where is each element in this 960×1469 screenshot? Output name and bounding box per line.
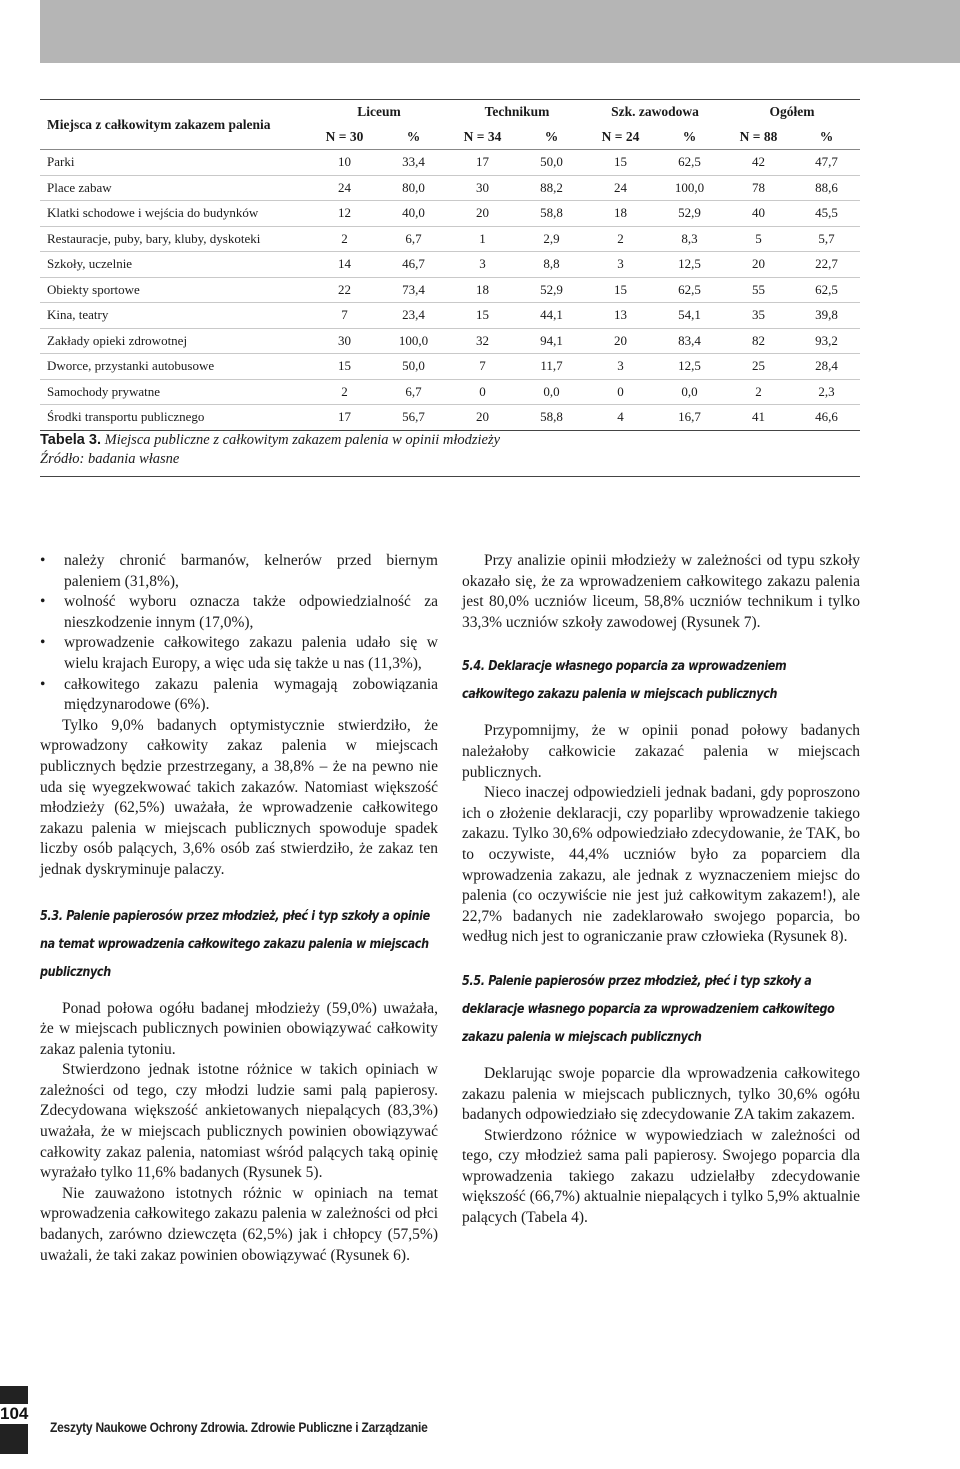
table-cell: 1: [448, 226, 517, 252]
row-label: Obiekty sportowe: [40, 277, 310, 303]
table-row: [40, 252, 860, 278]
table-cell: 83,4: [655, 328, 724, 354]
table-cell: 5,7: [793, 226, 860, 252]
list-item: • wolność wyboru oznacza także odpowiedzialność za nieszkodzenie innym (17,0%),: [40, 592, 438, 633]
table-row: [40, 303, 860, 329]
table-cell: 2: [310, 379, 379, 405]
row-label: Klatki schodowe i wejścia do budynków: [40, 201, 310, 227]
table-cell: 17: [448, 150, 517, 176]
table-cell: 56,7: [379, 405, 448, 431]
table-cell: 10: [310, 150, 379, 176]
row-label: Samochody prywatne: [40, 379, 310, 405]
paragraph: Stwierdzono jednak istotne różnice w takich opiniach w zależności od tego, czy młodzi ludzie sami palą papierosy. Zdecydowana większość ankietowanych niepalących (83,3%) uważała, że w miejscach publicznych powinien obowiązywać całkowity zakaz palenia, natomiast wśród palących taką opinię wyrażało tylko 11,6% badanych (Rysunek 5).: [40, 1061, 438, 1182]
table-cell: 7: [310, 303, 379, 329]
group-header: Technikum: [448, 100, 586, 125]
sub-header: N = 88: [739, 128, 778, 144]
list-item: • należy chronić barmanów, kelnerów przed biernym paleniem (31,8%),: [40, 551, 438, 592]
table-cell: 32: [448, 328, 517, 354]
table-cell: 58,8: [517, 405, 586, 431]
page-number: 104: [0, 1404, 29, 1423]
caption-source: Źródło: badania własne: [40, 451, 180, 467]
table-cell: 2: [724, 379, 793, 405]
table-cell: 40: [724, 201, 793, 227]
right-column: [462, 551, 860, 1229]
data-table: [40, 99, 860, 431]
paragraph: Stwierdzono różnice w wypowiedziach w zależności od tego, czy młodzież sama pali papierosy. Swojego poparcia dla wprowadzenia takiego zakazu udzielałby zdecydowanie większość (66,7%) aktualnie niepalących i tylko 5,9% aktualnie palących (Tabela 4).: [462, 1126, 860, 1227]
table-cell: 88,6: [793, 175, 860, 201]
section-heading: 5.5. Palenie papierosów przez młodzież, płeć i typ szkoły a deklaracje własnego poparcia za wprowadzeniem całkowitego zakazu palenia w miejscach publicznych: [462, 973, 835, 1045]
row-label: Place zabaw: [40, 175, 310, 201]
paragraph: Deklarując swoje poparcie dla wprowadzenia całkowitego zakazu palenia w miejscach publicznych, tylko 30,6% ogółu badanych odpowiedziało się zdecydowanie ZA takim zakazem.: [462, 1064, 860, 1124]
paragraph: Ponad połowa ogółu badanej młodzieży (59,0%) uważała, że w miejscach publicznych powinien obowiązywać całkowity zakaz palenia tytoniu.: [40, 999, 438, 1058]
table-cell: 8,3: [655, 226, 724, 252]
header-band: [40, 0, 960, 63]
table-cell: 30: [448, 175, 517, 201]
row-label: Dworce, przystanki autobusowe: [40, 354, 310, 380]
sub-header: N = 34: [463, 128, 502, 144]
table-cell: 24: [310, 175, 379, 201]
row-label: Zakłady opieki zdrowotnej: [40, 328, 310, 354]
table-cell: 7: [448, 354, 517, 380]
table-cell: 30: [310, 328, 379, 354]
table-cell: 73,4: [379, 277, 448, 303]
table-cell: 15: [448, 303, 517, 329]
table-cell: 62,5: [655, 150, 724, 176]
table-cell: 15: [310, 354, 379, 380]
sub-header: %: [406, 128, 421, 144]
paragraph: Przypomnijmy, że w opinii ponad połowy badanych należałoby całkowicie zakazać palenia w miejscach publicznych.: [462, 722, 860, 781]
table-cell: 28,4: [793, 354, 860, 380]
table-cell: 6,7: [379, 226, 448, 252]
table-cell: 52,9: [517, 277, 586, 303]
table-cell: 42: [724, 150, 793, 176]
table-cell: 20: [724, 252, 793, 278]
left-column: [40, 551, 438, 1266]
table-cell: 6,7: [379, 379, 448, 405]
table-row: [40, 201, 860, 227]
table-cell: 58,8: [517, 201, 586, 227]
paragraph: Tylko 9,0% badanych optymistycznie stwierdziło, że wprowadzony całkowity zakaz palenia w miejscach publicznych będzie przestrzegany, a 38,8% – że na pewno nie uda się wyegzekwować takich zakazów. Natomiast większość młodzieży (62,5%) uważała, że wprowadzenie całkowitego zakazu palenia w miejscach publicznych spowoduje spadek liczby osób palących, 3,6% osób zaś stwierdziło, że zakaz ten jednak dyskryminuje palaczy.: [40, 716, 438, 878]
table-cell: 33,4: [379, 150, 448, 176]
table-cell: 16,7: [655, 405, 724, 431]
table-cell: 18: [448, 277, 517, 303]
sub-header: %: [819, 128, 834, 144]
row-label: Środki transportu publicznego: [40, 405, 310, 431]
journal-title: Zeszyty Naukowe Ochrony Zdrowia. Zdrowie Publiczne i Zarządzanie: [50, 1419, 428, 1435]
table-cell: 25: [724, 354, 793, 380]
table-cell: 20: [448, 405, 517, 431]
table-cell: 3: [586, 354, 655, 380]
table-cell: 100,0: [379, 328, 448, 354]
table-cell: 8,8: [517, 252, 586, 278]
table-caption: [40, 431, 860, 469]
table-cell: 41: [724, 405, 793, 431]
group-header: Szk. zawodowa: [586, 100, 724, 125]
row-label: Szkoły, uczelnie: [40, 252, 310, 278]
paragraph: Przy analizie opinii młodzieży w zależności od typu szkoły okazało się, że za wprowadzeniem całkowitego zakazu palenia jest 80,0% uczniów liceum, 58,8% uczniów technikum i tylko 33,3% uczniów szkoły zawodowej (Rysunek 7).: [462, 552, 860, 631]
table-cell: 55: [724, 277, 793, 303]
table-cell: 40,0: [379, 201, 448, 227]
caption-rule: [40, 476, 860, 477]
table-cell: 82: [724, 328, 793, 354]
table-cell: 2: [586, 226, 655, 252]
table-cell: 18: [586, 201, 655, 227]
table-row: [40, 354, 860, 380]
table-row: [40, 379, 860, 405]
table-cell: 94,1: [517, 328, 586, 354]
table-cell: 2,3: [793, 379, 860, 405]
table-cell: 93,2: [793, 328, 860, 354]
caption-label: Tabela 3.: [40, 432, 101, 448]
section-heading: 5.4. Deklaracje własnego poparcia za wprowadzeniem całkowitego zakazu palenia w miejscach publicznych: [462, 659, 787, 703]
table-cell: 20: [448, 201, 517, 227]
table-cell: 22: [310, 277, 379, 303]
table-cell: 11,7: [517, 354, 586, 380]
table-cell: 0,0: [517, 379, 586, 405]
table-cell: 78: [724, 175, 793, 201]
table-cell: 2: [310, 226, 379, 252]
table-cell: 23,4: [379, 303, 448, 329]
table-cell: 24: [586, 175, 655, 201]
table-row: [40, 277, 860, 303]
table-cell: 2,9: [517, 226, 586, 252]
table-cell: 50,0: [517, 150, 586, 176]
row-label: Kina, teatry: [40, 303, 310, 329]
table-corner-label: Miejsca z całkowitym zakazem palenia: [40, 100, 310, 150]
section-heading: 5.3. Palenie papierosów przez młodzież, płeć i typ szkoły a opinie na temat wprowadzenia całkowitego zakazu palenia w miejscach publicznych: [40, 908, 430, 980]
table-cell: 0,0: [655, 379, 724, 405]
table-cell: 15: [586, 150, 655, 176]
table-cell: 3: [586, 252, 655, 278]
table-3: [40, 99, 860, 431]
paragraph: Nie zauważono istotnych różnic w opiniach na temat wprowadzenia całkowitego zakazu palenia w zależności od płci badanych, zarówno dziewczęta (62,5%) jak i chłopcy (57,5%) uważali, że taki zakaz powinien obowiązywać (Rysunek 6).: [40, 1184, 438, 1264]
table-row: [40, 175, 860, 201]
table-cell: 80,0: [379, 175, 448, 201]
table-cell: 17: [310, 405, 379, 431]
table-cell: 20: [586, 328, 655, 354]
table-cell: 5: [724, 226, 793, 252]
table-cell: 12: [310, 201, 379, 227]
table-cell: 54,1: [655, 303, 724, 329]
table-cell: 62,5: [793, 277, 860, 303]
row-label: Parki: [40, 150, 310, 176]
group-header: Liceum: [310, 100, 448, 125]
table-cell: 12,5: [655, 354, 724, 380]
sub-header: %: [682, 128, 697, 144]
table-cell: 3: [448, 252, 517, 278]
table-cell: 14: [310, 252, 379, 278]
table-row: [40, 226, 860, 252]
table-cell: 46,7: [379, 252, 448, 278]
table-cell: 47,7: [793, 150, 860, 176]
caption-title: Miejsca publiczne z całkowitym zakazem palenia w opinii młodzieży: [100, 432, 501, 448]
table-cell: 100,0: [655, 175, 724, 201]
table-cell: 88,2: [517, 175, 586, 201]
sub-header: %: [544, 128, 559, 144]
table-cell: 45,5: [793, 201, 860, 227]
table-cell: 35: [724, 303, 793, 329]
table-cell: 12,5: [655, 252, 724, 278]
table-cell: 15: [586, 277, 655, 303]
list-item: • całkowitego zakazu palenia wymagają zobowiązania międzynarodowe (6%).: [40, 675, 438, 716]
table-cell: 44,1: [517, 303, 586, 329]
bullet-list: [40, 551, 438, 716]
table-cell: 0: [448, 379, 517, 405]
table-cell: 13: [586, 303, 655, 329]
paragraph: Nieco inaczej odpowiedzieli jednak badani, gdy poproszono ich o złożenie deklaracji, czy poparliby wprowadzenie takiego zakazu. Tylko 30,6% odpowiedziało zdecydowanie, że TAK, bo to oczywiste, 44,4% uczniów było za poparciem dla wprowadzenia zakazu, ale jednak z wyznaczeniem miejsc do palenia (co oczywiście nie jest już całkowitym zakazem!), ale 22,7% badanych nie zadeklarowało swojego poparcia, bo według nich jest to ograniczanie praw człowieka (Rysunek 8).: [462, 784, 860, 946]
table-cell: 50,0: [379, 354, 448, 380]
table-cell: 46,6: [793, 405, 860, 431]
group-header: Ogółem: [724, 100, 860, 125]
table-row: [40, 150, 860, 176]
table-row: [40, 328, 860, 354]
table-row: [40, 405, 860, 431]
sub-header: N = 24: [601, 128, 640, 144]
list-item: • wprowadzenie całkowitego zakazu palenia udało się w wielu krajach Europy, a więc uda się także u nas (11,3%),: [40, 633, 438, 674]
table-cell: 4: [586, 405, 655, 431]
table-cell: 22,7: [793, 252, 860, 278]
sub-header: N = 30: [325, 128, 364, 144]
table-cell: 62,5: [655, 277, 724, 303]
table-cell: 0: [586, 379, 655, 405]
table-cell: 52,9: [655, 201, 724, 227]
row-label: Restauracje, puby, bary, kluby, dyskoteki: [40, 226, 310, 252]
table-cell: 39,8: [793, 303, 860, 329]
